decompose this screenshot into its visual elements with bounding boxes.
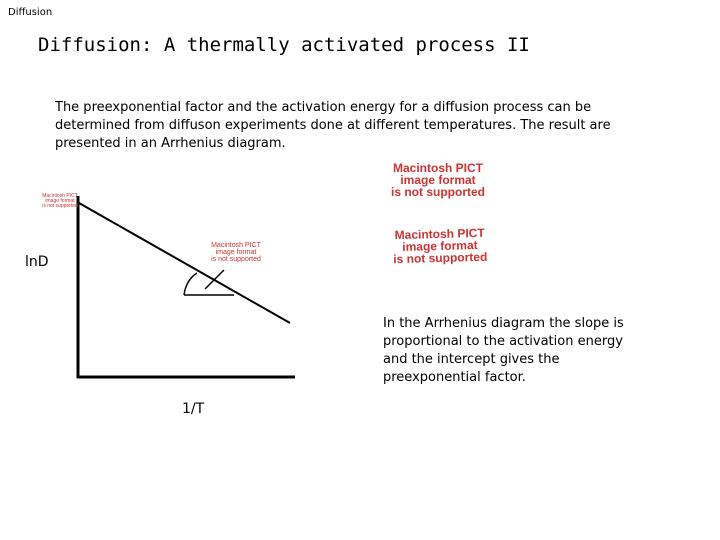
arrhenius-line	[79, 203, 290, 323]
slope-angle-arc	[184, 273, 197, 295]
slope-pointer	[205, 270, 224, 289]
y-axis-label: lnD	[25, 254, 49, 270]
header-label: Diffusion	[8, 7, 53, 18]
pict-placeholder-image: Macintosh PICT image format is not supported	[42, 193, 78, 209]
intro-paragraph: The preexponential factor and the activation energy for a diffusion process can be determined from diffuson experiments done at different temperatures. The result are presented in an Arrhenius diagram.	[55, 100, 611, 151]
x-axis-label: 1/T	[182, 401, 205, 417]
slide-title: Diffusion: A thermally activated process II	[38, 34, 530, 56]
pict-placeholder-image: Macintosh PICT image format is not supported	[393, 225, 488, 267]
pict-placeholder-image: Macintosh PICT image format is not supported	[391, 161, 485, 199]
pict-placeholder-image: Macintosh PICT image format is not supported	[211, 242, 261, 263]
explanation-paragraph: In the Arrhenius diagram the slope is proportional to the activation energy and the intercept gives the preexponential factor.	[383, 316, 624, 385]
